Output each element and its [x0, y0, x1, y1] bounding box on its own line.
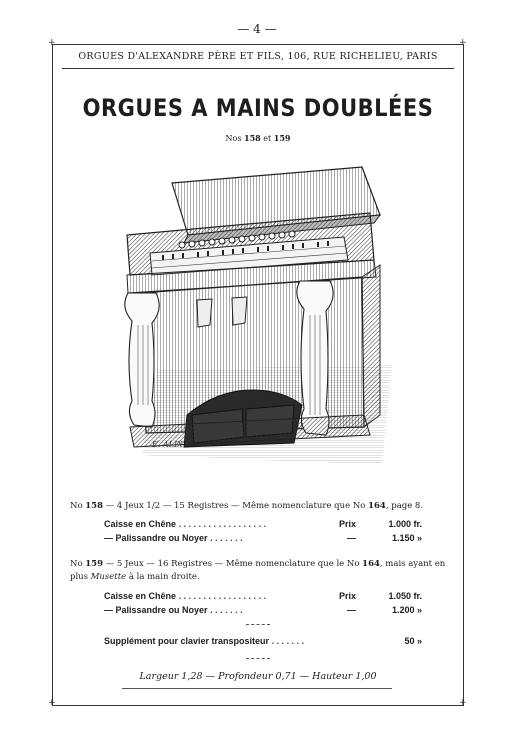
models-mid: et — [263, 134, 272, 143]
corner-mark: + — [48, 38, 56, 48]
musette-text: Musette — [90, 572, 127, 582]
model-number: 158 — [85, 501, 104, 511]
model-158-description — [70, 500, 450, 513]
model-number-a: 158 — [244, 133, 261, 143]
price-prefix: Prix — [338, 519, 356, 529]
description-text: — 5 Jeux — 16 Registres — Même nomenclature que le No — [103, 559, 363, 569]
supplement-amount: 50 » — [404, 636, 422, 646]
no-prefix: No — [70, 501, 86, 511]
price-label: Caisse en Chêne . . . . . . . . . . . . . . . . . . — [104, 591, 267, 601]
description-end: , page 8. — [385, 501, 424, 511]
price-amount: 1.150 » — [391, 533, 422, 543]
catalog-header: ORGUES D'ALEXANDRE PÈRE ET FILS, 106, RUE RICHELIEU, PARIS — [78, 51, 438, 62]
page-number: — 4 — — [237, 22, 277, 36]
description-text: — 4 Jeux 1/2 — 15 Registres — Même nomenclature que No — [103, 501, 369, 511]
separator — [246, 658, 270, 659]
reference-number: 164 — [368, 501, 386, 511]
corner-mark: + — [459, 698, 467, 708]
price-label: — Palissandre ou Noyer . . . . . . . — [104, 605, 243, 615]
separator — [246, 624, 270, 625]
price-prefix: Prix — [338, 591, 356, 601]
corner-mark: + — [459, 38, 467, 48]
price-label: — Palissandre ou Noyer . . . . . . . — [104, 533, 243, 543]
price-row — [104, 519, 424, 532]
model-number: 159 — [85, 559, 104, 569]
dimensions-line: Largeur 1,28 — Profondeur 0,71 — Hauteur 1,00 — [139, 671, 377, 682]
artist-signature: E. ALIX — [152, 440, 183, 449]
no-prefix: No — [70, 559, 86, 569]
price-row — [104, 591, 424, 604]
model-number-b: 159 — [273, 133, 291, 143]
price-amount: 1.000 fr. — [388, 519, 422, 529]
organ-illustration — [112, 165, 402, 475]
header-rule — [62, 68, 454, 69]
supplement-row — [104, 636, 424, 649]
reference-number: 164 — [362, 559, 380, 569]
supplement-label: Supplément pour clavier transpositeur . . . . . . . — [104, 636, 305, 646]
bottom-rule — [122, 688, 392, 689]
corner-mark: + — [48, 698, 56, 708]
price-prefix: — — [347, 533, 356, 543]
price-label: Caisse en Chêne . . . . . . . . . . . . . . . . . . — [104, 519, 267, 529]
price-row — [104, 605, 424, 618]
description-end: à la main droite. — [126, 572, 200, 582]
model-159-description — [70, 558, 450, 584]
price-row — [104, 533, 424, 546]
model-numbers-line — [52, 133, 464, 143]
models-prefix: Nos — [225, 134, 242, 143]
price-prefix: — — [347, 605, 356, 615]
price-amount: 1.050 fr. — [388, 591, 422, 601]
description-mid: , mais ayant en plus — [70, 559, 446, 582]
price-amount: 1.200 » — [391, 605, 422, 615]
page-title: ORGUES A MAINS DOUBLÉES — [82, 94, 434, 122]
